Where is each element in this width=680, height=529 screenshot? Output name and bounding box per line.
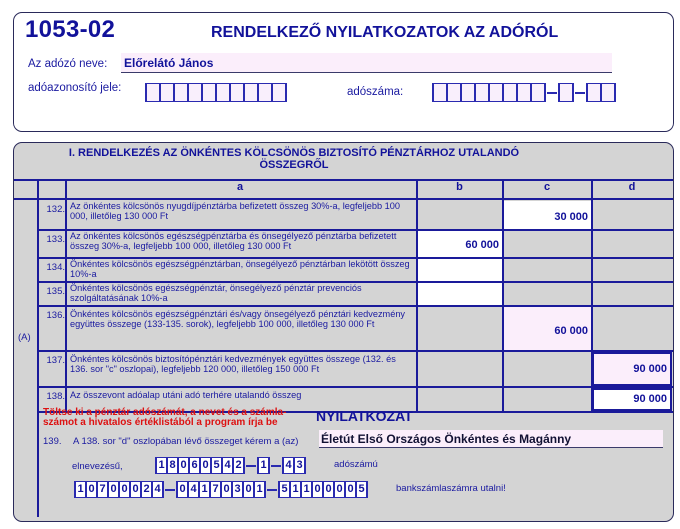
bank-account-suffix: bankszámlaszámra utalni! — [396, 483, 506, 494]
grid-line — [591, 179, 593, 413]
row-number: 137. — [46, 355, 65, 366]
tax-number-label: adószáma: — [347, 86, 404, 98]
digit-group — [155, 457, 245, 474]
digit-box[interactable]: 0 — [345, 481, 356, 498]
digit-box[interactable] — [216, 83, 230, 102]
digit-box[interactable] — [174, 83, 188, 102]
digit-group — [74, 481, 164, 498]
row-description: Az önkéntes kölcsönös nyugdíjpénztárba befizetett összeg 30%-a, legfeljebb 100 000, illetőleg 130 000 Ft — [70, 201, 400, 221]
row-number: 132. — [46, 204, 65, 215]
row-139-number: 139. — [43, 436, 62, 447]
amount-cell-b[interactable] — [418, 259, 502, 281]
digit-box[interactable]: 0 — [243, 481, 254, 498]
row-number: 136. — [46, 310, 65, 321]
digit-box[interactable] — [230, 83, 244, 102]
amount-cell-d[interactable] — [593, 231, 672, 257]
declaration-title: NYILATKOZAT — [316, 408, 413, 424]
digit-box[interactable] — [559, 83, 573, 102]
digit-group — [282, 457, 306, 474]
digit-box[interactable] — [272, 83, 286, 102]
separator-dash — [165, 489, 175, 491]
digit-group — [145, 83, 287, 102]
amount-cell-c[interactable]: 60 000 — [504, 307, 591, 350]
warning-line: számot a hivatalos értéklistából a program írja be — [43, 417, 278, 428]
digit-box[interactable]: 1 — [254, 481, 265, 498]
amount-cell-c[interactable] — [504, 352, 591, 386]
digit-box[interactable]: 1 — [290, 481, 301, 498]
row-number: 134. — [46, 262, 65, 273]
digit-group — [558, 83, 574, 102]
digit-box[interactable]: 1 — [258, 457, 269, 474]
digit-box[interactable] — [447, 83, 461, 102]
digit-box[interactable] — [517, 83, 531, 102]
digit-box[interactable]: 5 — [279, 481, 290, 498]
separator-dash — [267, 489, 277, 491]
separator-dash — [246, 465, 256, 467]
digit-box[interactable]: 5 — [356, 481, 367, 498]
digit-box[interactable]: 7 — [97, 481, 108, 498]
row-description: Önkéntes kölcsönös egészségpénztárban, önsegélyező pénztárban lekötött összeg 10%-a — [70, 259, 410, 279]
amount-cell-d[interactable] — [593, 307, 672, 350]
digit-box[interactable]: 0 — [130, 481, 141, 498]
bank-account-field[interactable] — [74, 481, 368, 498]
digit-box[interactable]: 3 — [294, 457, 305, 474]
amount-cell-c[interactable] — [504, 259, 591, 281]
digit-box[interactable]: 8 — [167, 457, 178, 474]
amount-cell-c[interactable] — [504, 231, 591, 257]
amount-cell-d[interactable] — [593, 283, 672, 305]
digit-box[interactable] — [461, 83, 475, 102]
digit-box[interactable] — [489, 83, 503, 102]
digit-box[interactable]: 6 — [189, 457, 200, 474]
amount-cell-b[interactable] — [418, 388, 502, 411]
separator-dash — [575, 92, 585, 94]
digit-box[interactable]: 4 — [222, 457, 233, 474]
amount-cell-b[interactable]: 60 000 — [418, 231, 502, 257]
column-header-c: c — [543, 181, 551, 193]
digit-box[interactable] — [475, 83, 489, 102]
digit-box[interactable]: 0 — [221, 481, 232, 498]
tax-number-suffix: adószámú — [334, 459, 378, 470]
form-title: RENDELKEZŐ NYILATKOZATOK AZ ADÓRÓL — [211, 24, 559, 41]
digit-box[interactable]: 1 — [301, 481, 312, 498]
column-header-a: a — [236, 181, 244, 193]
digit-box[interactable]: 0 — [108, 481, 119, 498]
digit-box[interactable]: 0 — [177, 481, 188, 498]
amount-cell-d[interactable] — [593, 259, 672, 281]
digit-box[interactable]: 0 — [334, 481, 345, 498]
amount-cell-d[interactable]: 90 000 — [592, 352, 672, 386]
row-description: Önkéntes kölcsönös egészségpénztári és/vagy önsegélyező pénztári kedvezmény együttes összege (133-135. sorok), legfeljebb 100 000, illetőleg 130 000 Ft — [70, 309, 406, 329]
taxpayer-name-label: Az adózó neve: — [28, 58, 108, 70]
section-title-line1: I. RENDELKEZÉS AZ ÖNKÉNTES KÖLCSÖNÖS BIZTOSÍTÓ PÉNZTÁRHOZ UTALANDÓ — [68, 147, 520, 159]
tax-id-label: adóazonosító jele: — [28, 82, 122, 94]
fund-name-field[interactable]: Életút Első Országos Önkéntes és Magánny — [319, 430, 663, 448]
digit-box[interactable] — [244, 83, 258, 102]
section-title — [14, 147, 574, 171]
digit-box[interactable]: 2 — [233, 457, 244, 474]
amount-cell-c[interactable]: 30 000 — [504, 201, 591, 229]
amount-cell-c[interactable] — [504, 388, 591, 411]
digit-box[interactable]: 5 — [211, 457, 222, 474]
digit-box[interactable]: 1 — [156, 457, 167, 474]
digit-box[interactable]: 4 — [283, 457, 294, 474]
digit-box[interactable] — [503, 83, 517, 102]
amount-cell-b[interactable] — [418, 352, 502, 386]
digit-box[interactable]: 0 — [86, 481, 97, 498]
tax-id-field[interactable] — [145, 83, 287, 102]
section-a-label: (A) — [18, 332, 31, 343]
grid-line — [502, 179, 504, 413]
digit-box[interactable]: 4 — [152, 481, 163, 498]
digit-box[interactable]: 4 — [188, 481, 199, 498]
row-description: Az önkéntes kölcsönös egészségpénztárba és önsegélyező pénztárba befizetett összeg 30%-a, legfeljebb 100 000, illetőleg 130 000 Ft — [70, 231, 397, 251]
digit-box[interactable]: 0 — [312, 481, 323, 498]
digit-box[interactable]: 0 — [178, 457, 189, 474]
row-description: Önkéntes kölcsönös biztosítópénztári kedvezmények együttes összege (132. és 136. sor "c" oszlopai), legfeljebb 120 000, illetőleg 150 000 Ft — [70, 354, 396, 374]
digit-box[interactable]: 0 — [119, 481, 130, 498]
section-title-line2: ÖSSZEGRŐL — [259, 159, 329, 171]
digit-group — [432, 83, 546, 102]
row-number: 133. — [46, 234, 65, 245]
row-description: Az összevont adóalap utáni adó terhére utalandó összeg — [70, 390, 302, 400]
digit-group — [176, 481, 266, 498]
amount-cell-b[interactable] — [418, 201, 502, 229]
amount-cell-c[interactable] — [504, 283, 591, 305]
digit-box[interactable] — [601, 83, 615, 102]
digit-group — [586, 83, 616, 102]
digit-box[interactable]: 0 — [200, 457, 211, 474]
digit-box[interactable]: 3 — [232, 481, 243, 498]
digit-box[interactable] — [531, 83, 545, 102]
digit-box[interactable]: 0 — [323, 481, 334, 498]
grid-line — [416, 179, 418, 413]
row-description: Önkéntes kölcsönös egészségpénztár, önsegélyező pénztár prevenciós szolgáltatásának 10%-a — [70, 283, 362, 303]
tax-number-field[interactable] — [432, 83, 616, 102]
digit-box[interactable] — [202, 83, 216, 102]
form-code: 1053-02 — [25, 16, 116, 43]
digit-box[interactable] — [188, 83, 202, 102]
digit-box[interactable] — [258, 83, 272, 102]
amount-cell-d[interactable]: 90 000 — [592, 388, 672, 411]
digit-box[interactable]: 7 — [210, 481, 221, 498]
taxpayer-name-field[interactable]: Előrelátó János — [121, 53, 612, 73]
amount-cell-b[interactable] — [418, 307, 502, 350]
separator-dash — [271, 465, 281, 467]
row-number: 135. — [46, 286, 65, 297]
section-i-panel — [13, 142, 674, 522]
digit-box[interactable]: 1 — [75, 481, 86, 498]
digit-group — [257, 457, 270, 474]
amount-cell-d[interactable] — [593, 201, 672, 229]
column-header-b: b — [456, 181, 463, 193]
named-label: elnevezésű, — [72, 461, 123, 472]
digit-group — [278, 481, 368, 498]
column-header-d: d — [628, 181, 636, 193]
digit-box[interactable] — [146, 83, 160, 102]
grid-line — [37, 179, 39, 517]
amount-cell-b[interactable] — [418, 283, 502, 305]
separator-dash — [547, 92, 557, 94]
digit-box[interactable]: 1 — [199, 481, 210, 498]
grid-line — [65, 179, 67, 413]
digit-box[interactable] — [587, 83, 601, 102]
taxpayer-header-panel — [13, 12, 674, 132]
digit-box[interactable]: 2 — [141, 481, 152, 498]
instruction-warning — [43, 408, 286, 428]
grid-line — [14, 198, 674, 200]
digit-box[interactable] — [160, 83, 174, 102]
row-139-text: A 138. sor "d" oszlopában lévő összeget kérem a (az) — [73, 436, 299, 447]
fund-tax-number-field[interactable] — [155, 457, 306, 474]
row-number: 138. — [46, 391, 65, 402]
warning-line: Töltse ki a pénztár adószámát, a nevet és a számla- — [43, 407, 287, 418]
digit-box[interactable] — [433, 83, 447, 102]
